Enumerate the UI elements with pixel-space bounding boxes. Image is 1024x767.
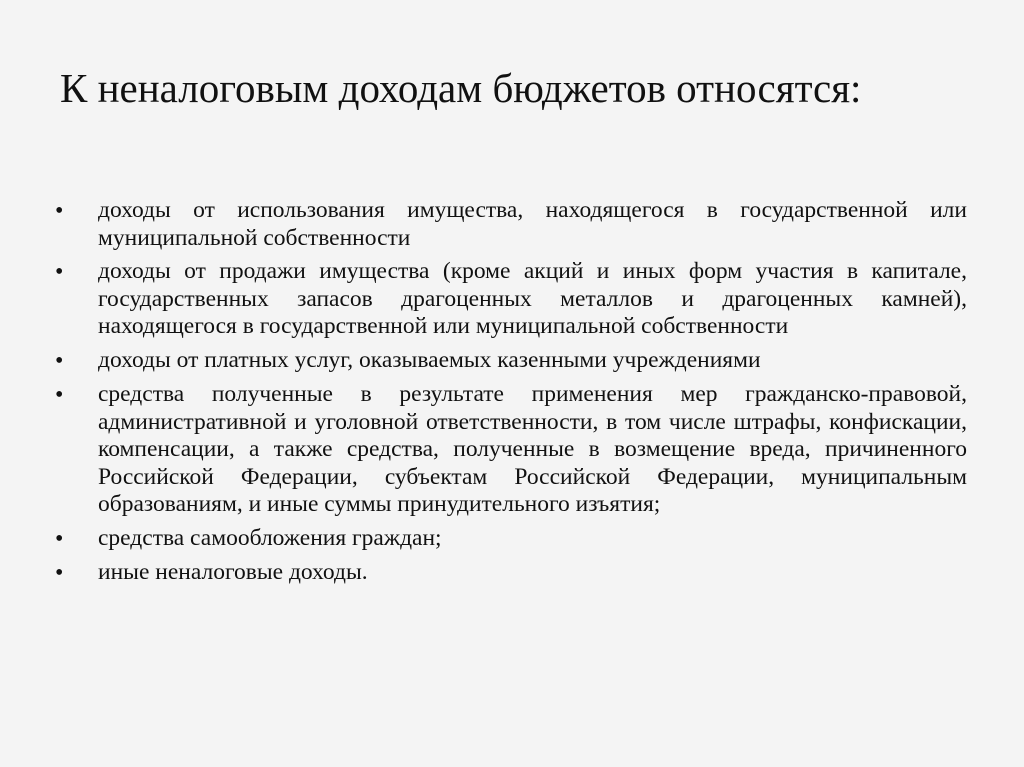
list-item-text: доходы от платных услуг, оказываемых казенными учреждениями [98, 346, 761, 373]
list-item [55, 525, 967, 553]
list-item [55, 559, 967, 587]
bullet-icon: • [55, 525, 64, 552]
slide-title: К неналоговым доходам бюджетов относятся: [60, 65, 862, 111]
list-item [55, 381, 967, 519]
bullet-icon: • [55, 198, 64, 224]
list-item [55, 258, 967, 341]
bullet-icon: • [55, 559, 64, 586]
list-item [55, 197, 967, 252]
bullet-list [55, 197, 967, 593]
list-item-text: иные неналоговые доходы. [98, 558, 368, 585]
list-item-text: средства полученные в результате применения мер гражданско-правовой, административной и уголовной ответственности, в том числе штрафы, конфискации, компенсации, а также средства, полученные в возмещение вреда, причиненного Российской Федерации, субъектам Российской Федерации, муниципальным образованиям, и иные суммы принудительного изъятия; [98, 380, 967, 518]
bullet-icon: • [55, 381, 64, 408]
list-item-text: доходы от использования имущества, находящегося в государственной или муниципальной собственности [98, 197, 967, 251]
list-item-text: доходы от продажи имущества (кроме акций и иных форм участия в капитале, государственных запасов драгоценных металлов и драгоценных камней), находящегося в государственной или муниципальной собственности [98, 258, 967, 340]
list-item [55, 347, 967, 375]
bullet-icon: • [55, 347, 64, 374]
bullet-icon: • [55, 259, 64, 286]
list-item-text: средства самообложения граждан; [98, 524, 442, 551]
